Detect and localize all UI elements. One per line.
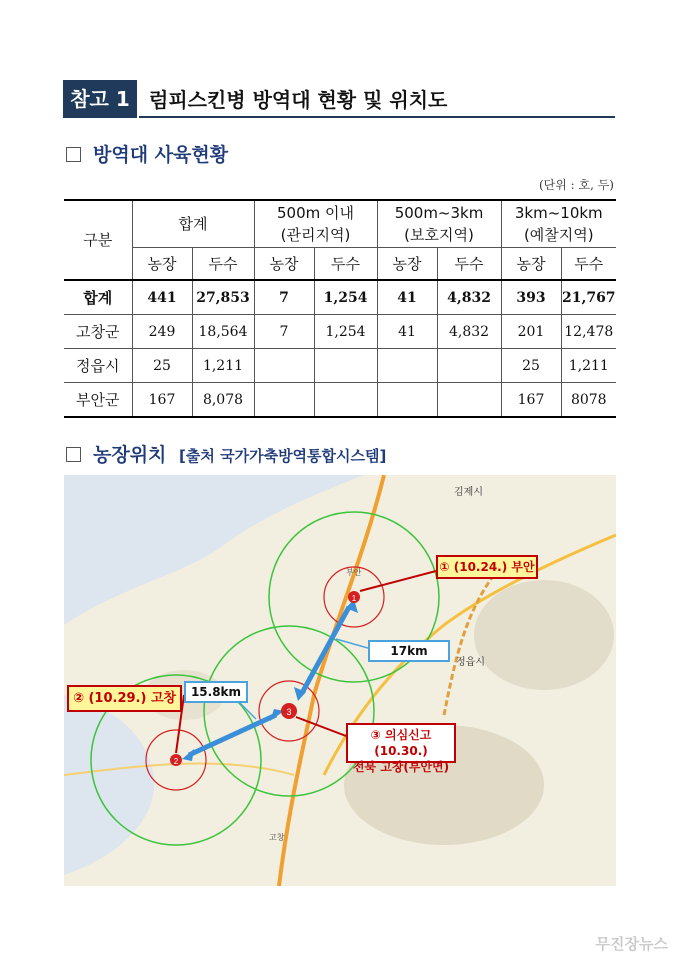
table-row [64, 280, 616, 315]
subheader: 두수 [561, 248, 616, 281]
table-cell: 8,078 [192, 383, 254, 418]
table-cell: 27,853 [192, 280, 254, 315]
header-rule [139, 116, 615, 118]
subheader: 두수 [192, 248, 254, 281]
table-row [64, 383, 616, 418]
table-cell: 167 [132, 383, 192, 418]
table-cell: 1,211 [561, 349, 616, 383]
page-title: 럼피스킨병 방역대 현황 및 위치도 [149, 88, 448, 112]
table-cell: 21,767 [561, 280, 616, 315]
table-cell: 12,478 [561, 315, 616, 349]
section-heading-status [66, 140, 228, 167]
table-cell: 7 [254, 315, 314, 349]
table-cell: 4,832 [437, 315, 501, 349]
table-cell: 167 [501, 383, 561, 418]
subheader: 농장 [254, 248, 314, 281]
table-cell: 25 [501, 349, 561, 383]
subheader: 농장 [501, 248, 561, 281]
table-cell [437, 349, 501, 383]
reference-badge: 참고 1 [63, 80, 137, 118]
table-cell [377, 349, 437, 383]
callout-suspect: ③ 의심신고(10.30.) 전북 고창(부안면) [346, 723, 456, 763]
table-cell: 201 [501, 315, 561, 349]
group-header: 합계 [132, 200, 254, 248]
status-table [64, 199, 616, 418]
unit-label: (단위 : 호, 두) [538, 178, 614, 192]
table-cell [377, 383, 437, 418]
table-cell [314, 383, 377, 418]
table-corner: 구분 [64, 200, 132, 280]
table-cell: 441 [132, 280, 192, 315]
subheader: 두수 [437, 248, 501, 281]
subheader: 농장 [132, 248, 192, 281]
section-title: 농장위치 [93, 444, 167, 466]
group-header: 500m~3km (보호지역) [377, 200, 501, 248]
table-cell [314, 349, 377, 383]
callout-buan: ① (10.24.) 부안 [436, 555, 538, 579]
table-cell [254, 349, 314, 383]
table-cell: 7 [254, 280, 314, 315]
table-cell [437, 383, 501, 418]
svg-text:김제시: 김제시 [454, 487, 483, 498]
table-cell [254, 383, 314, 418]
source-note: [출처 국가가축방역통합시스템] [179, 447, 387, 465]
table-cell: 249 [132, 315, 192, 349]
distance-15-8km-label: 15.8km [184, 681, 248, 703]
row-label: 정읍시 [64, 349, 132, 383]
table-cell: 41 [377, 315, 437, 349]
table-cell: 18,564 [192, 315, 254, 349]
distance-17km-label: 17km [368, 640, 450, 662]
table-cell: 1,254 [314, 280, 377, 315]
table-cell: 393 [501, 280, 561, 315]
row-label: 고창군 [64, 315, 132, 349]
svg-text:1: 1 [351, 594, 357, 603]
table-cell: 4,832 [437, 280, 501, 315]
svg-text:부안: 부안 [346, 568, 362, 577]
group-header: 3km~10km (예찰지역) [501, 200, 616, 248]
row-label: 합계 [64, 280, 132, 315]
svg-text:3: 3 [286, 707, 292, 717]
callout-gochang: ② (10.29.) 고창 [67, 685, 182, 712]
watermark-logo: 무진장뉴스 [595, 935, 668, 953]
checkbox-square-icon [66, 147, 81, 162]
table-cell: 8078 [561, 383, 616, 418]
checkbox-square-icon [66, 447, 81, 462]
table-row [64, 315, 616, 349]
subheader: 두수 [314, 248, 377, 281]
reference-header [63, 80, 615, 118]
svg-text:2: 2 [173, 757, 179, 766]
group-header: 500m 이내 (관리지역) [254, 200, 377, 248]
svg-text:정읍시: 정읍시 [456, 657, 485, 668]
section-heading-location [66, 440, 386, 467]
section-title: 방역대 사육현황 [93, 144, 229, 166]
map-canvas [64, 475, 616, 886]
svg-text:고창: 고창 [269, 833, 285, 842]
table-cell: 1,254 [314, 315, 377, 349]
row-label: 부안군 [64, 383, 132, 418]
location-map [64, 475, 616, 886]
table-cell: 25 [132, 349, 192, 383]
table-row [64, 349, 616, 383]
table-cell: 1,211 [192, 349, 254, 383]
subheader: 농장 [377, 248, 437, 281]
table-cell: 41 [377, 280, 437, 315]
